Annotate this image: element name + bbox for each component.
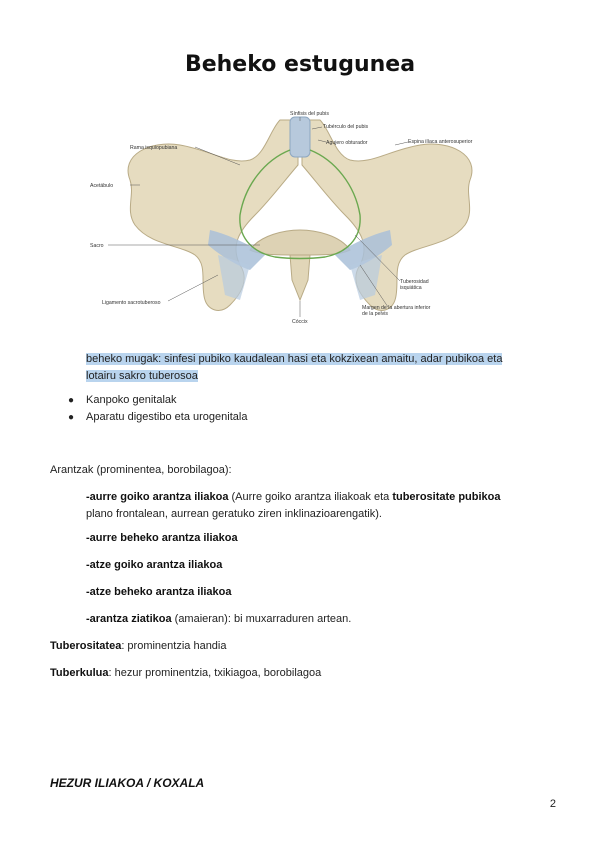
pelvic-outlet-figure [90, 105, 510, 335]
label-margen-2: de la pelvis [362, 311, 388, 317]
page-number: 2 [549, 798, 556, 810]
list-item: ● Kanpoko genitalak [50, 392, 247, 409]
label-rama: Rama isquiopubiana [130, 145, 178, 151]
bullet-icon: ● [68, 395, 75, 406]
label-sinfisis: Sínfisis del pubis [290, 111, 329, 117]
label-tuberosidad-2: isquiática [400, 285, 422, 291]
label-sacro: Sacro [90, 243, 104, 249]
arantzak-heading: Arantzak (prominentea, borobilagoa): [50, 464, 232, 476]
item-atze-goiko: -atze goiko arantza iliakoa [86, 559, 223, 571]
bullet-icon: ● [68, 412, 75, 423]
page-title: Beheko estugunea [184, 52, 416, 77]
label-acetabulo: Acetábulo [90, 183, 114, 189]
label-ligamento: Ligamento sacrotuberoso [102, 300, 161, 306]
bullet-list [50, 392, 247, 426]
item-aurre-beheko: -aurre beheko arantza iliakoa [86, 532, 238, 544]
item-aurre-goiko: -aurre goiko arantza iliakoa (Aurre goiko arantza iliakoak eta tuberositate pubikoa plano frontalean, aurrean geratuko ziren inklinazioarengatik). [86, 491, 501, 520]
highlighted-note: beheko mugak: sinfesi pubiko kaudalean hasi eta kokzixean amaitu, adar pubikoa eta lotairu sakro tuberosoa [86, 353, 503, 382]
label-tuberculo: Tubérculo del pubis [323, 124, 369, 130]
list-item: ● Aparatu digestibo eta urogenitala [50, 409, 247, 426]
label-coccix: Cóccix [292, 319, 308, 325]
label-agujero: Agujero obturador [326, 140, 368, 146]
label-espina: Espina ilíaca anterosuperior [408, 139, 473, 145]
def-tuberositatea: Tuberositatea: prominentzia handia [50, 640, 227, 652]
section-heading: HEZUR ILIAKOA / KOXALA [50, 776, 205, 790]
item-arantza-ziatikoa: -arantza ziatikoa (amaieran): bi muxarraduren artean. [86, 613, 352, 625]
label-margen: Margen de la abertura inferior [362, 305, 431, 311]
label-tuberosidad: Tuberosidad [400, 279, 429, 285]
def-tuberkulua: Tuberkulua: hezur prominentzia, txikiagoa, borobilagoa [50, 667, 322, 679]
item-atze-beheko: -atze beheko arantza iliakoa [86, 586, 232, 598]
